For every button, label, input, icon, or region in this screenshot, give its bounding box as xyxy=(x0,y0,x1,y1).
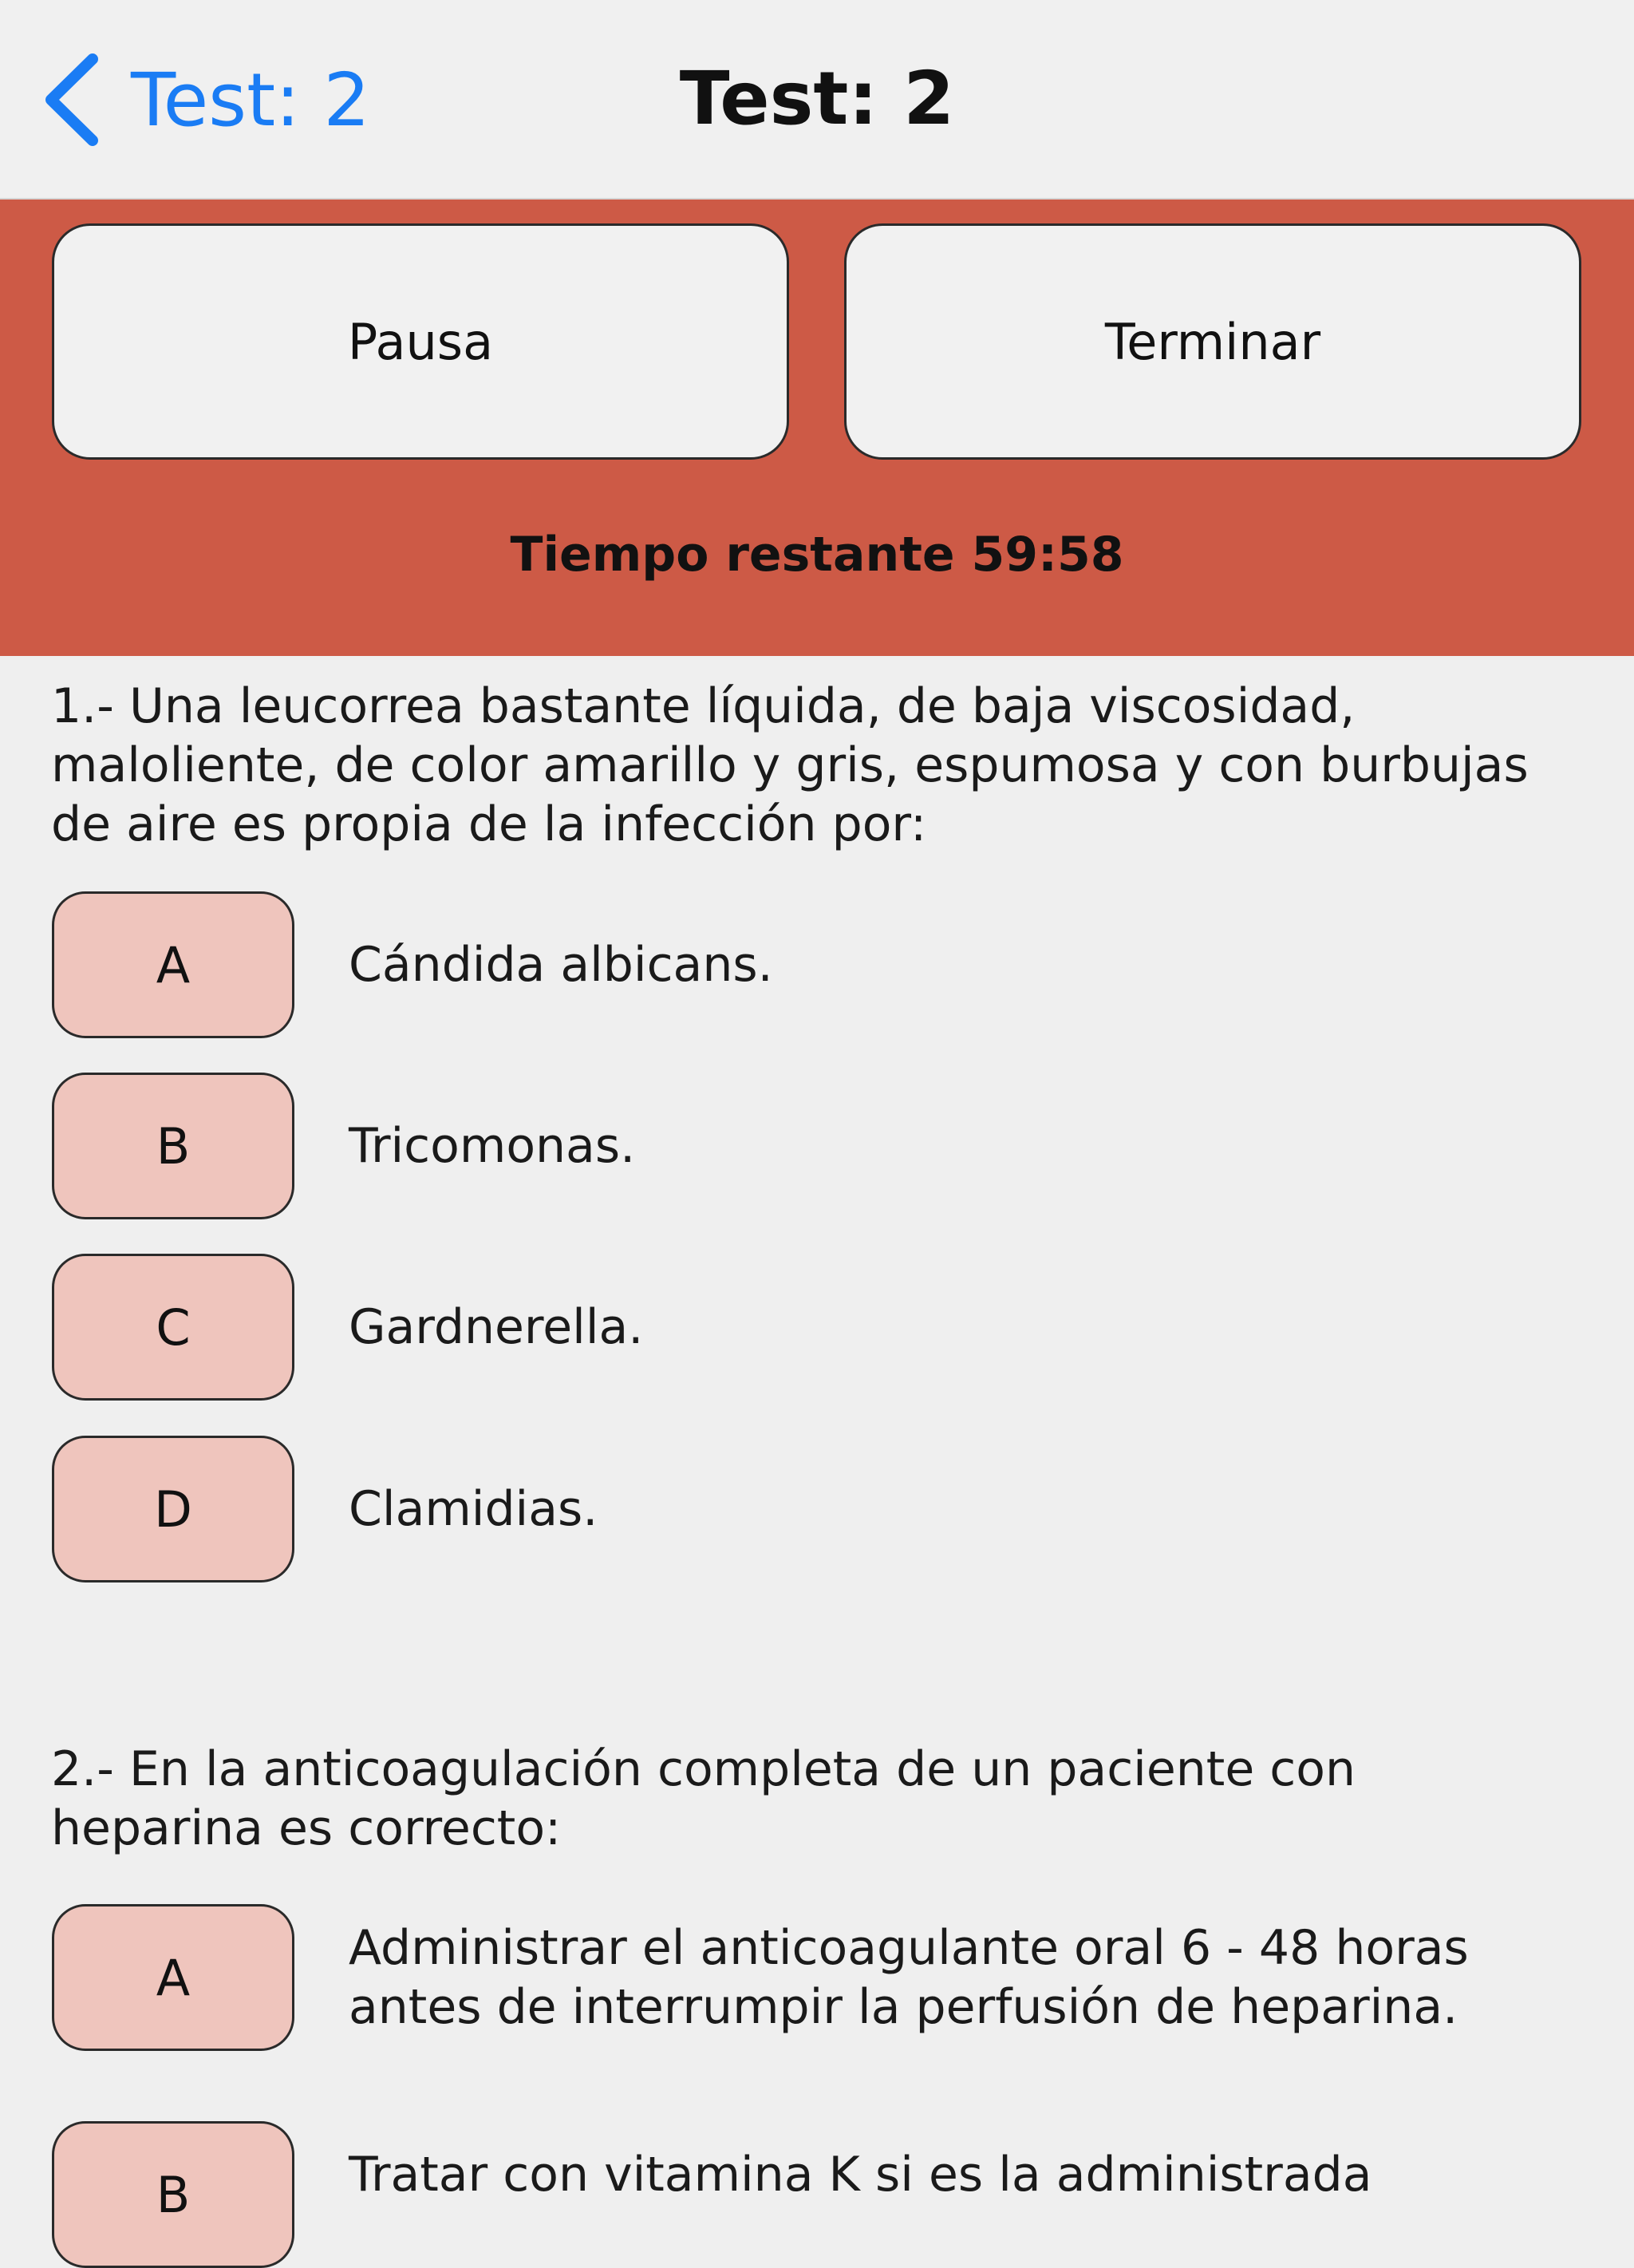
question-text: 1.- Una leucorrea bastante líquida, de baja viscosidad, maloliente, de color amarillo y gris, espumosa y con burbujas de aire es propia de la infección por: xyxy=(51,678,1529,852)
option-b-button[interactable]: B xyxy=(52,2121,294,2268)
page-title: Test: 2 xyxy=(679,56,955,141)
pause-button[interactable]: Pausa xyxy=(52,223,789,460)
timer-panel xyxy=(0,200,1634,656)
question-text: 2.- En la anticoagulación completa de un paciente con heparina es correcto: xyxy=(51,1741,1356,1856)
option-text: Cándida albicans. xyxy=(349,937,773,993)
answer-option xyxy=(52,1904,1600,2051)
option-text: Clamidias. xyxy=(349,1481,598,1537)
answer-option xyxy=(52,1073,1600,1219)
option-b-button[interactable]: B xyxy=(52,1073,294,1219)
option-d-button[interactable]: D xyxy=(52,1436,294,1582)
option-a-button[interactable]: A xyxy=(52,1904,294,2051)
navigation-bar xyxy=(0,0,1634,200)
option-text: Tratar con vitamina K si es la administrada xyxy=(349,2147,1372,2203)
option-c-button[interactable]: C xyxy=(52,1254,294,1401)
answer-option xyxy=(52,891,1600,1038)
answer-option xyxy=(52,1436,1600,1582)
answer-option xyxy=(52,2121,1600,2268)
option-a-button[interactable]: A xyxy=(52,891,294,1038)
option-text: Gardnerella. xyxy=(349,1299,644,1355)
finish-button[interactable]: Terminar xyxy=(844,223,1581,460)
back-button-label: Test: 2 xyxy=(131,57,370,143)
time-remaining: Tiempo restante 59:58 xyxy=(510,527,1124,583)
option-text: Tricomonas. xyxy=(349,1118,636,1174)
answer-option xyxy=(52,1254,1600,1401)
option-text: Administrar el anticoagulante oral 6 - 48 horas antes de interrumpir la perfusión de heparina. xyxy=(349,1920,1469,2035)
